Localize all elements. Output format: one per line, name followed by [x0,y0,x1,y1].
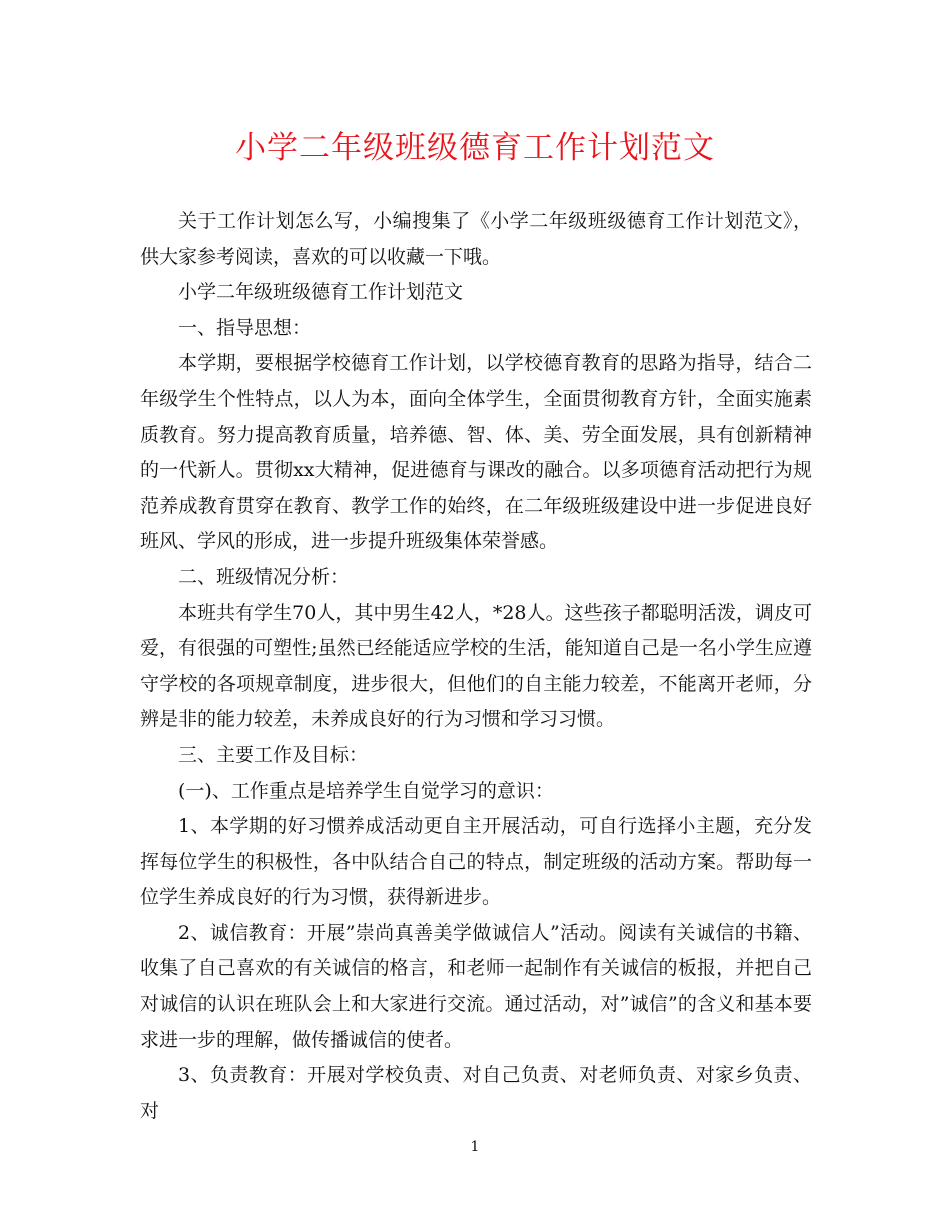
paragraph-item-2: 2、诚信教育：开展”崇尚真善美学做诚信人”活动。阅读有关诚信的书籍、收集了自己喜欢的有关诚信的格言，和老师一起制作有关诚信的板报，并把自己对诚信的认识在班队会上和大家进行交流。通过活动，对”诚信”的含义和基本要求进一步的理解，做传播诚信的使者。 [140,921,812,1051]
section-heading-main-work: 三、主要工作及目标： [178,743,369,766]
section-heading-guiding-thought: 一、指导思想： [178,316,312,339]
paragraph-subtitle: 小学二年级班级德育工作计划范文 [178,281,464,304]
document-title: 小学二年级班级德育工作计划范文 [235,130,715,166]
document-body [140,204,812,1129]
subsection-heading-focus: (一)、工作重点是培养学生自觉学习的意识： [178,779,554,802]
section-heading-class-analysis: 二、班级情况分析： [178,565,350,588]
paragraph-item-3: 3、负责教育：开展对学校负责、对自己负责、对老师负责、对家乡负责、对 [140,1064,812,1122]
paragraph-item-1: 1、本学期的好习惯养成活动更自主开展活动，可自行选择小主题，充分发挥每位学生的积极性，各中队结合自己的特点，制定班级的活动方案。帮助每一位学生养成良好的行为习惯，获得新进步。 [140,815,812,909]
paragraph-class-analysis: 本班共有学生70人，其中男生42人，*28人。这些孩子都聪明活泼，调皮可爱，有很强的可塑性;虽然已经能适应学校的生活，能知道自己是一名小学生应遵守学校的各项规章制度，进步很大，但他们的自主能力较差，不能离开老师，分辨是非的能力较差，未养成良好的行为习惯和学习习惯。 [140,601,812,731]
paragraph-guiding-thought: 本学期，要根据学校德育工作计划，以学校德育教育的思路为指导，结合二年级学生个性特点，以人为本，面向全体学生，全面贯彻教育方针，全面实施素质教育。努力提高教育质量，培养德、智、体、美、劳全面发展，具有创新精神的一代新人。贯彻xx大精神，促进德育与课改的融合。以多项德育活动把行为规范养成教育贯穿在教育、教学工作的始终，在二年级班级建设中进一步促进良好班风、学风的形成，进一步提升班级集体荣誉感。 [140,352,812,553]
paragraph-intro: 关于工作计划怎么写，小编搜集了《小学二年级班级德育工作计划范文》，供大家参考阅读，喜欢的可以收藏一下哦。 [140,210,812,268]
page-number: 1 [470,1139,480,1155]
